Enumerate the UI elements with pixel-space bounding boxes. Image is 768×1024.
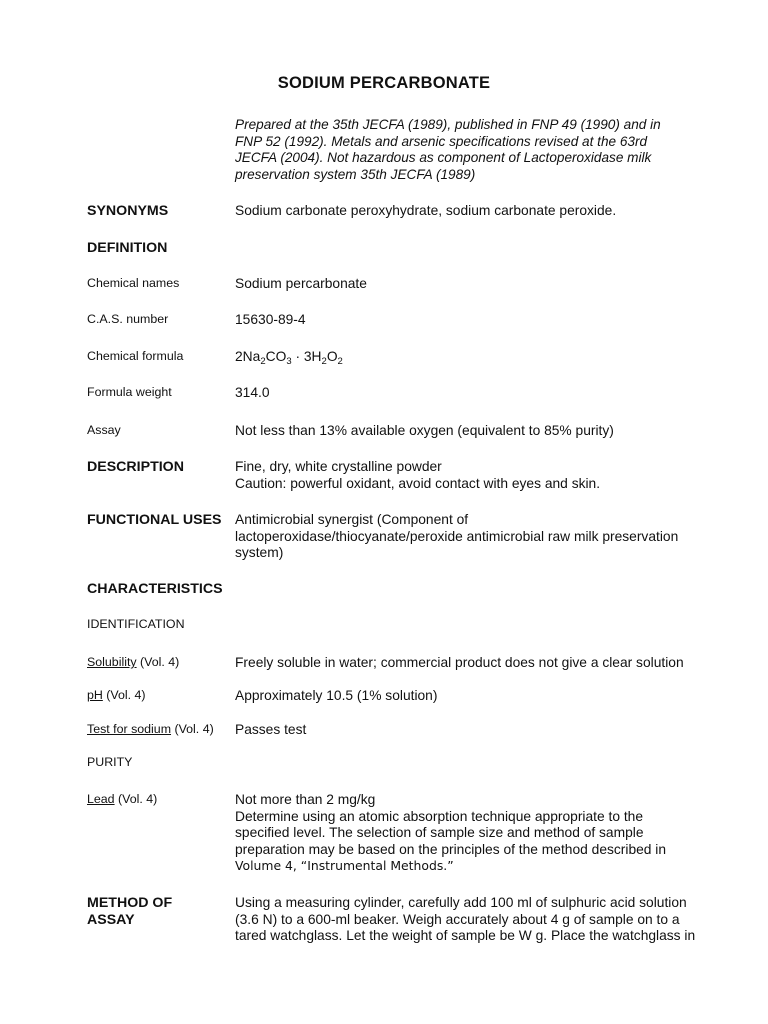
solubility-value: Freely soluble in water; commercial product does not give a clear solution — [235, 655, 684, 670]
assay-label: Assay — [87, 423, 121, 437]
lead-method-text: Determine using an atomic absorption technique appropriate to the specified level. The selection of sample size and method of sample preparation may be based on the principles of the method described in Volume 4, “Instrumental Methods.” — [235, 808, 667, 874]
functional-uses-heading: FUNCTIONAL USES — [87, 512, 222, 528]
sodium-test-label: Test for sodium (Vol. 4) — [87, 722, 214, 736]
lead-value — [235, 792, 685, 875]
chemical-formula-label: Chemical formula — [87, 349, 184, 363]
definition-heading: DEFINITION — [87, 240, 168, 256]
description-value — [235, 459, 695, 492]
sodium-test-value: Passes test — [235, 722, 307, 737]
method-of-assay-text: Using a measuring cylinder, carefully add 100 ml of sulphuric acid solution (3.6 N) to a 600-ml beaker. Weigh accurately about 4 g of sample on to a tared watchglass. Let the weight of sample be W g. Place the watchglass in — [235, 895, 696, 944]
lead-link[interactable]: Lead — [87, 792, 115, 806]
formula-weight-label: Formula weight — [87, 385, 172, 399]
page-title: SODIUM PERCARBONATE — [277, 74, 491, 92]
purity-heading: PURITY — [87, 755, 133, 769]
sodium-test-link[interactable]: Test for sodium — [87, 722, 172, 736]
intro-note: Prepared at the 35th JECFA (1989), published in FNP 49 (1990) and in FNP 52 (1992). Metals and arsenic specifications revised at the 63rd JECFA (2004). Not hazardous as component of Lactoperoxidase milk preservation system 35th JECFA (1989) — [235, 117, 661, 182]
assay-value: Not less than 13% available oxygen (equivalent to 85% purity) — [235, 423, 614, 438]
functional-uses-value: Antimicrobial synergist (Component of lactoperoxidase/thiocyanate/peroxide antimicrobial raw milk preservation system) — [235, 512, 679, 561]
lead-label: Lead (Vol. 4) — [87, 792, 158, 806]
synonyms-value: Sodium carbonate peroxyhydrate, sodium carbonate peroxide. — [235, 203, 617, 218]
lead-limit: Not more than 2 mg/kg — [235, 792, 376, 807]
chemical-names-value: Sodium percarbonate — [235, 276, 367, 291]
synonyms-heading: SYNONYMS — [87, 203, 169, 219]
description-heading: DESCRIPTION — [87, 459, 184, 475]
formula-weight-value: 314.0 — [235, 385, 270, 400]
ph-value: Approximately 10.5 (1% solution) — [235, 688, 438, 703]
ph-link[interactable]: pH — [87, 688, 103, 702]
solubility-link[interactable]: Solubility — [87, 655, 137, 669]
method-of-assay-heading: METHOD OF ASSAY — [87, 895, 173, 928]
chemical-names-label: Chemical names — [87, 276, 180, 290]
ph-label: pH (Vol. 4) — [87, 688, 146, 702]
chemical-formula-value: $2Na_2CO_3 \cdot 3H_2O_2$ — [235, 349, 343, 367]
cas-number-label: C.A.S. number — [87, 312, 169, 326]
caution-line: Caution: powerful oxidant, avoid contact with eyes and skin. — [235, 475, 601, 491]
cas-number-value: 15630-89-4 — [235, 312, 306, 327]
description-line: Fine, dry, white crystalline powder — [235, 459, 442, 474]
characteristics-heading: CHARACTERISTICS — [87, 581, 223, 597]
identification-heading: IDENTIFICATION — [87, 617, 185, 631]
volume-4-reference: Volume 4, “Instrumental Methods.” — [235, 858, 454, 874]
solubility-label: Solubility (Vol. 4) — [87, 655, 180, 669]
